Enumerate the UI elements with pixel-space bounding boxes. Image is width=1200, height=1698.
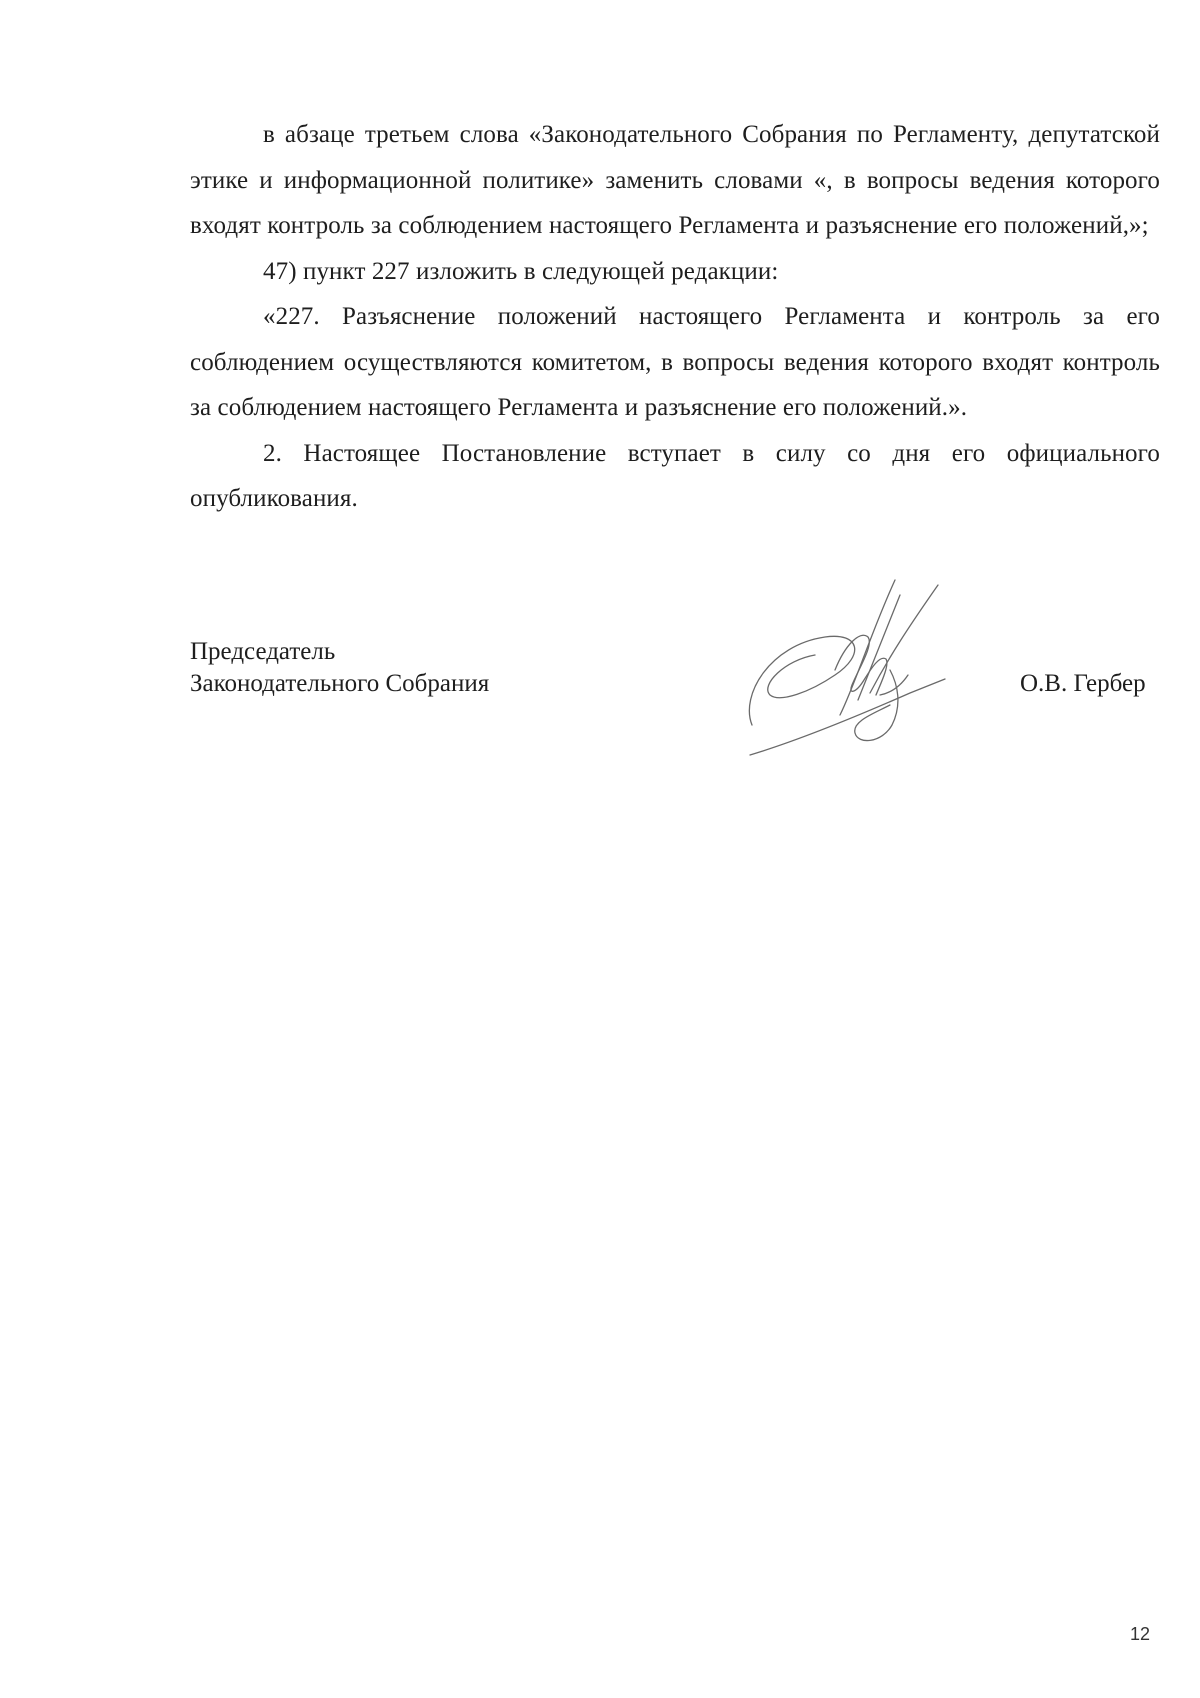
signatory-title-line1: Председатель	[190, 638, 336, 665]
paragraph-effective-date: 2. Настоящее Постановление вступает в силу со дня его официального опубликования.	[190, 439, 1160, 512]
signatory-position	[190, 636, 489, 700]
paragraph-amendment-third-subparagraph: в абзаце третьем слова «Законодательного Собрания по Регламенту, депутатской этике и информационной политике» заменить словами «, в вопросы ведения которого входят контроль за соблюдением настоящего Регламента и разъяснение его положений,»;	[190, 121, 1160, 239]
paragraph-point-227-text: «227. Разъяснение положений настоящего Регламента и контроль за его соблюдением осуществляются комитетом, в вопросы ведения которого входят контроль за соблюдением настоящего Регламента и разъяснение его положений.».	[190, 303, 1160, 421]
document-body	[190, 112, 1160, 522]
page-number: 12	[1130, 1624, 1151, 1644]
paragraph-item-47: 47) пункт 227 изложить в следующей редакции:	[263, 257, 779, 285]
signatory-title-line2: Законодательного Собрания	[190, 670, 490, 697]
handwritten-signature	[740, 575, 1000, 775]
signer-name: О.В. Гербер	[1020, 670, 1146, 697]
